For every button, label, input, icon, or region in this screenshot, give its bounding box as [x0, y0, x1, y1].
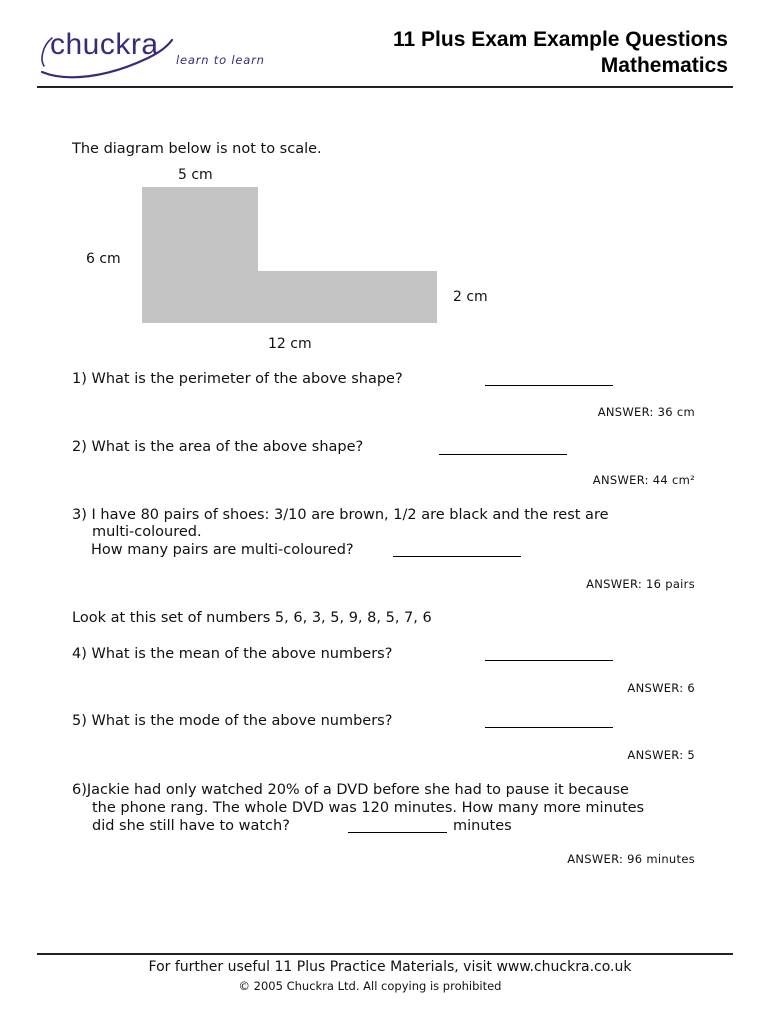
question-5: 5) What is the mode of the above numbers?	[72, 713, 393, 729]
footer-copyright: © 2005 Chuckra Ltd. All copying is prohibited	[238, 979, 502, 993]
label-bottom-width: 12 cm	[268, 336, 312, 352]
footer-divider	[37, 953, 733, 955]
question-3-line-2: multi-coloured.	[92, 524, 202, 540]
question-6-line-3: did she still have to watch?	[92, 818, 290, 834]
answer-blank-1[interactable]	[485, 385, 613, 386]
question-6-suffix: minutes	[453, 818, 512, 834]
answer-5: ANSWER: 5	[627, 748, 695, 762]
logo-text: chuckra	[50, 28, 159, 61]
l-shape	[142, 187, 437, 323]
answer-4: ANSWER: 6	[627, 681, 695, 695]
intro-text: The diagram below is not to scale.	[72, 141, 322, 157]
answer-blank-5[interactable]	[485, 727, 613, 728]
question-6-line-2: the phone rang. The whole DVD was 120 minutes. How many more minutes	[92, 800, 645, 816]
logo-tagline: learn to learn	[176, 53, 265, 67]
answer-1: ANSWER: 36 cm	[597, 405, 695, 419]
question-1: 1) What is the perimeter of the above shape?	[72, 371, 403, 387]
label-right-height: 2 cm	[453, 289, 488, 305]
number-set-text: Look at this set of numbers 5, 6, 3, 5, 9, 8, 5, 7, 6	[72, 610, 432, 626]
answer-6: ANSWER: 96 minutes	[567, 852, 695, 866]
answer-blank-6[interactable]	[348, 832, 447, 833]
label-top-width: 5 cm	[178, 167, 213, 183]
label-left-height: 6 cm	[86, 251, 121, 267]
header-divider	[37, 86, 733, 88]
question-3-line-3: How many pairs are multi-coloured?	[91, 542, 354, 558]
answer-blank-3[interactable]	[393, 556, 521, 557]
page-subtitle: Mathematics	[600, 54, 728, 77]
answer-3: ANSWER: 16 pairs	[586, 577, 695, 591]
answer-blank-4[interactable]	[485, 660, 613, 661]
question-4: 4) What is the mean of the above numbers?	[72, 646, 393, 662]
page-title: 11 Plus Exam Example Questions	[393, 28, 728, 51]
question-6-line-1: 6)Jackie had only watched 20% of a DVD before she had to pause it because	[72, 782, 629, 798]
answer-blank-2[interactable]	[439, 454, 567, 455]
question-2: 2) What is the area of the above shape?	[72, 439, 364, 455]
answer-2: ANSWER: 44 cm²	[592, 473, 695, 487]
footer-promo: For further useful 11 Plus Practice Materials, visit www.chuckra.co.uk	[148, 959, 632, 975]
question-3-line-1: 3) I have 80 pairs of shoes: 3/10 are brown, 1/2 are black and the rest are	[72, 507, 609, 523]
